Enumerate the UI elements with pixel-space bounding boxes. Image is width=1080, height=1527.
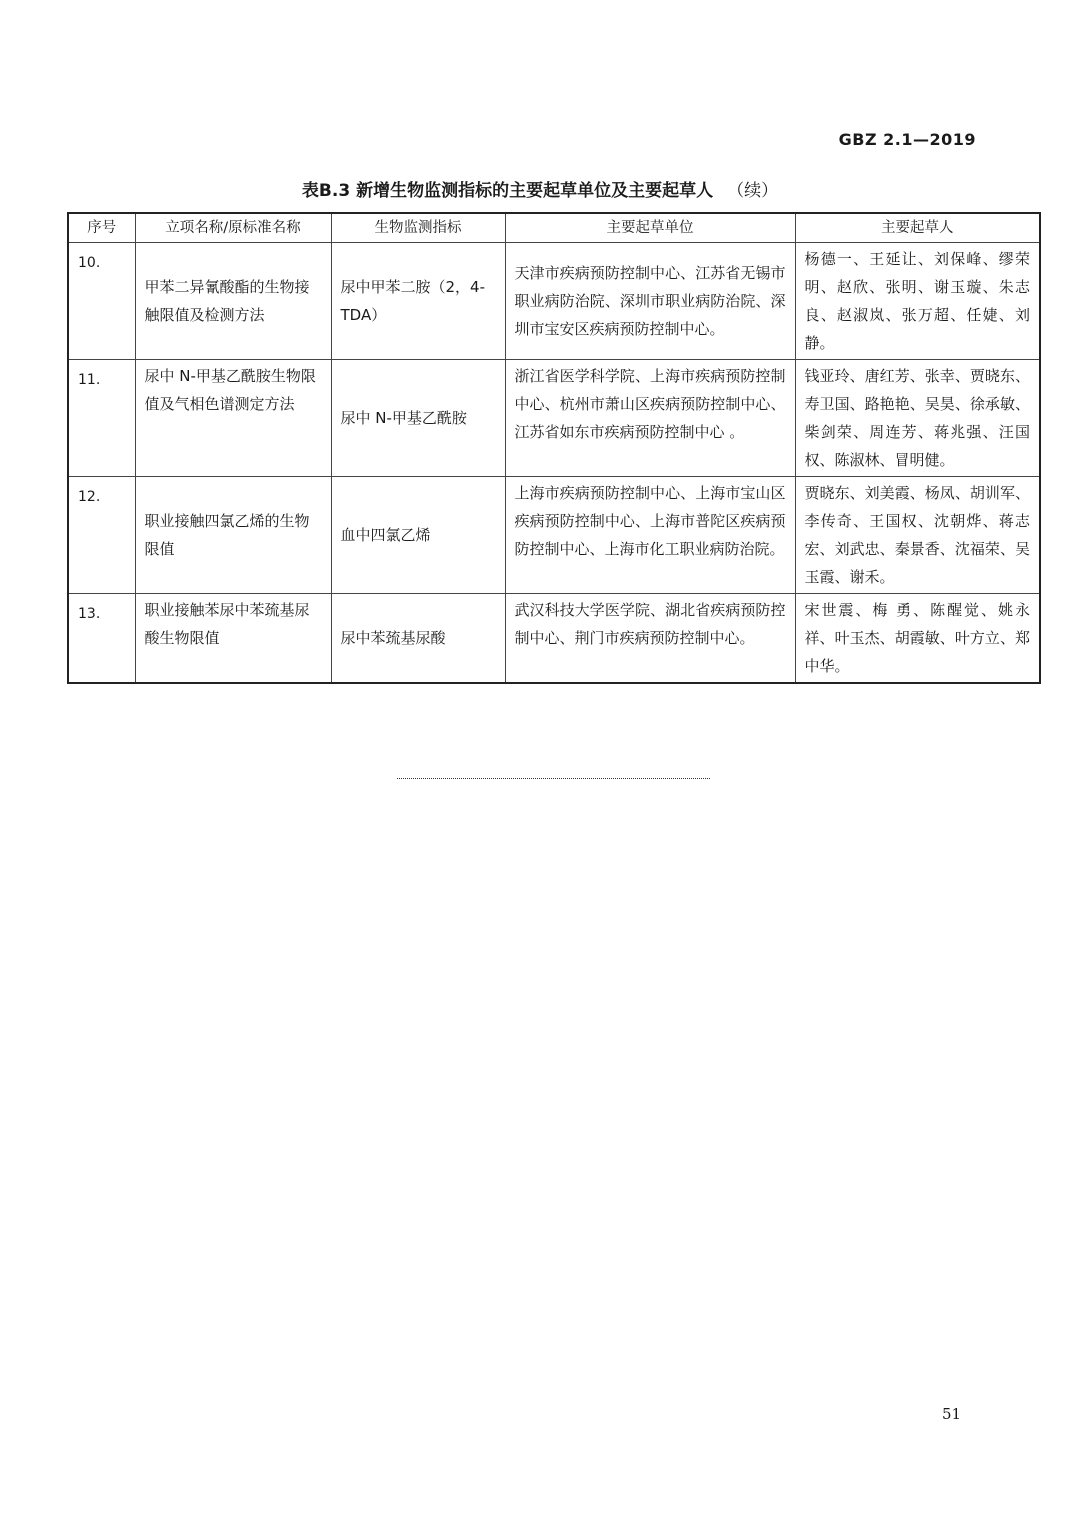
row-number: 13. [68,594,135,684]
drafters: 钱亚玲、唐红芳、张幸、贾晓东、寿卫国、路艳艳、吴昊、徐承敏、柴剑荣、周连芳、蒋兆强、汪国权、陈淑林、冒明健。 [795,360,1040,477]
page-number: 51 [942,1405,962,1423]
project-name: 职业接触四氯乙烯的生物限值 [135,477,331,594]
drafters: 宋世震、梅 勇、陈醒觉、姚永祥、叶玉杰、胡霞敏、叶方立、郑中华。 [795,594,1040,684]
monitoring-indicator: 血中四氯乙烯 [331,477,505,594]
project-name: 尿中 N-甲基乙酰胺生物限值及气相色谱测定方法 [135,360,331,477]
table-row [68,594,1040,684]
standard-code: GBZ 2.1—2019 [838,130,976,149]
row-number: 10. [68,243,135,360]
monitoring-indicator: 尿中 N-甲基乙酰胺 [331,360,505,477]
table-title-text: 表B.3 新增生物监测指标的主要起草单位及主要起草人 [301,181,714,201]
drafting-units: 上海市疾病预防控制中心、上海市宝山区疾病预防控制中心、上海市普陀区疾病预防控制中心、上海市化工职业病防治院。 [505,477,795,594]
column-header-indicator: 生物监测指标 [331,213,505,243]
table-continued-label: （续） [727,181,779,201]
drafting-units: 浙江省医学科学院、上海市疾病预防控制中心、杭州市萧山区疾病预防控制中心、江苏省如东市疾病预防控制中心 。 [505,360,795,477]
table-row [68,360,1040,477]
drafters: 贾晓东、刘美霞、杨凤、胡训军、李传奇、王国权、沈朝烨、蒋志宏、刘武忠、秦景香、沈福荣、吴玉霞、谢禾。 [795,477,1040,594]
table-row [68,243,1040,360]
table-title [0,176,1080,201]
monitoring-indicator: 尿中苯巯基尿酸 [331,594,505,684]
row-number: 11. [68,360,135,477]
drafters-table [67,212,1041,684]
column-header-drafters: 主要起草人 [795,213,1040,243]
column-header-name: 立项名称/原标准名称 [135,213,331,243]
drafting-units: 武汉科技大学医学院、湖北省疾病预防控制中心、荆门市疾病预防控制中心。 [505,594,795,684]
row-number: 12. [68,477,135,594]
project-name: 职业接触苯尿中苯巯基尿酸生物限值 [135,594,331,684]
drafting-units: 天津市疾病预防控制中心、江苏省无锡市职业病防治院、深圳市职业病防治院、深圳市宝安区疾病预防控制中心。 [505,243,795,360]
project-name: 甲苯二异氰酸酯的生物接触限值及检测方法 [135,243,331,360]
column-header-no: 序号 [68,213,135,243]
column-header-units: 主要起草单位 [505,213,795,243]
end-of-document-line [397,778,710,779]
drafters: 杨德一、王延让、刘保峰、缪荣明、赵欣、张明、谢玉璇、朱志良、赵淑岚、张万超、任婕、刘静。 [795,243,1040,360]
table-header-row [68,213,1040,243]
table-row [68,477,1040,594]
monitoring-indicator: 尿中甲苯二胺（2，4-TDA） [331,243,505,360]
